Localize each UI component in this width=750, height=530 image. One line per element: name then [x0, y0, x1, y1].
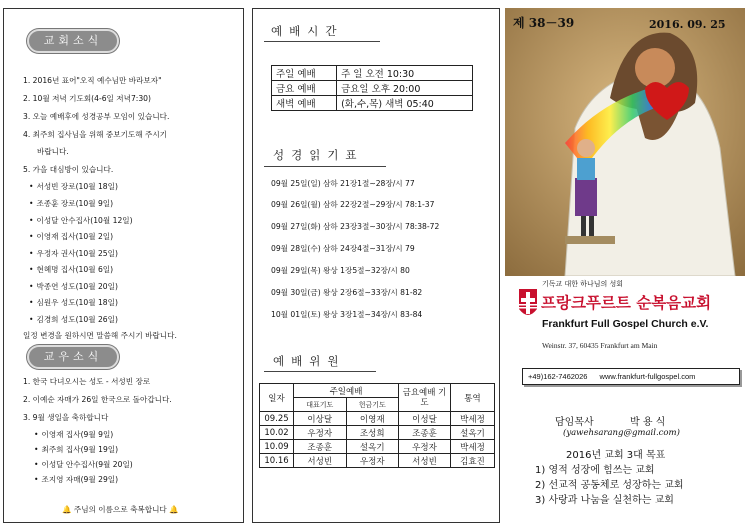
- bible-reading-heading: 성경읽기표: [273, 148, 364, 162]
- reading-row: 09월 25일(일) 삼하 21장1절~28장/시 77: [271, 179, 415, 188]
- table-cell: 서성빈: [294, 454, 347, 468]
- table-cell: 박세정: [451, 412, 495, 426]
- table-cell: 주 일 오전 10:30: [337, 66, 473, 81]
- birthday-item: • 이성달 안수집사(9월 20일): [34, 459, 133, 470]
- table-row: [272, 66, 473, 81]
- visit-item: • 우정자 권사(10월 25일): [29, 248, 118, 259]
- cross-shield-icon: [517, 287, 539, 321]
- column-header: 헌금기도: [346, 398, 399, 412]
- table-cell: 주일 예배: [272, 66, 337, 81]
- column-header: 금요예배 기도: [399, 384, 451, 412]
- pastor-name: 박 용 식: [630, 417, 666, 428]
- table-cell: 새벽 예배: [272, 96, 337, 111]
- table-row: [260, 412, 495, 426]
- table-cell: 조성희: [346, 426, 399, 440]
- church-news-heading: 교회소식: [27, 29, 119, 53]
- table-cell: 10.16: [260, 454, 294, 468]
- jesus-child-heart-illustration: [505, 8, 745, 276]
- tagline: 기독교 대한 하나님의 성회: [542, 280, 624, 288]
- news-item: 2. 10월 저녁 기도회(4-6일 저녁7:30): [23, 94, 151, 103]
- table-cell: 설옥기: [451, 426, 495, 440]
- news-item: 5. 가을 대심방이 있습니다.: [23, 165, 114, 174]
- reading-row: 09월 28일(수) 삼하 24장4절~31장/시 79: [271, 244, 415, 253]
- visit-item: • 현혜명 집사(10월 6일): [29, 264, 113, 275]
- worship-time-heading: 예배시간: [271, 24, 344, 38]
- table-cell: 박세정: [451, 440, 495, 454]
- schedule-panel: [252, 8, 500, 523]
- table-cell: 조종훈: [399, 426, 451, 440]
- table-cell: 10.09: [260, 440, 294, 454]
- visit-item: • 심원우 성도(10월 18일): [29, 297, 118, 308]
- news-item: 4. 최주희 집사님을 위해 중보기도해 주시기: [23, 130, 168, 139]
- table-cell: 서성빈: [399, 454, 451, 468]
- church-goal: 1) 영적 성장에 힘쓰는 교회: [535, 465, 655, 476]
- church-name-english: Frankfurt Full Gospel Church e.V.: [542, 318, 709, 330]
- church-logo: [517, 287, 539, 325]
- worship-committee-table: [259, 383, 495, 468]
- reading-row: 09월 27일(화) 삼하 23장3절~30장/시 78:38-72: [271, 222, 440, 231]
- church-goal: 2) 선교적 공동체로 성장하는 교회: [535, 480, 684, 491]
- table-cell: 조종훈: [294, 440, 347, 454]
- table-cell: 설옥기: [346, 440, 399, 454]
- table-row: [260, 454, 495, 468]
- divider: [264, 166, 386, 167]
- birthday-item: • 이영재 집사(9월 9일): [34, 429, 113, 440]
- table-cell: 금요일 오후 20:00: [337, 81, 473, 96]
- table-cell: 우정자: [399, 440, 451, 454]
- column-header: 통역: [451, 384, 495, 412]
- visit-item: • 김경희 성도(10월 26일): [29, 314, 118, 325]
- visit-item: • 이영재 집사(10월 2일): [29, 231, 113, 242]
- table-row: [260, 440, 495, 454]
- table-cell: 이영재: [346, 412, 399, 426]
- visit-item: • 서성빈 장로(10월 18일): [29, 181, 118, 192]
- news-panel: [3, 8, 244, 523]
- visit-item: • 조종훈 장로(10월 9일): [29, 198, 113, 209]
- bulletin-date: 2016. 09. 25: [649, 18, 726, 31]
- divider: [264, 371, 376, 372]
- news-item: 바랍니다.: [37, 147, 69, 156]
- bell-icon: 🔔: [62, 505, 72, 514]
- blessing-line: [62, 504, 179, 515]
- members-item: 3. 9월 생일을 축하합니다: [23, 413, 109, 422]
- website-link[interactable]: www.frankfurt-fullgospel.com: [599, 372, 696, 381]
- table-row: [272, 96, 473, 111]
- column-header: 일자: [260, 384, 294, 412]
- table-cell: 김효진: [451, 454, 495, 468]
- table-cell: 09.25: [260, 412, 294, 426]
- table-row: [260, 384, 495, 398]
- worship-committee-heading: 예배위원: [273, 354, 346, 368]
- birthday-item: • 최주희 집사(9월 19일): [34, 444, 118, 455]
- visit-item: • 이성달 안수집사(10월 12일): [29, 215, 133, 226]
- birthday-item: • 조지영 자매(9월 29일): [34, 474, 118, 485]
- worship-time-table: [271, 65, 473, 111]
- column-header: 주일예배: [294, 384, 399, 398]
- table-cell: 10.02: [260, 426, 294, 440]
- table-cell: 우정자: [346, 454, 399, 468]
- church-goal: 3) 사랑과 나눔을 실천하는 교회: [535, 495, 674, 506]
- issue-number: 제 38－39: [513, 16, 575, 30]
- divider: [264, 41, 380, 42]
- visit-item: • 박종연 성도(10월 20일): [29, 281, 118, 292]
- pastor-label: 담임목사: [555, 417, 594, 428]
- blessing-text: 주님의 이름으로 축복합니다: [73, 505, 167, 514]
- members-item: 2. 이예순 자매가 26일 한국으로 돌아갑니다.: [23, 395, 172, 404]
- news-item: 3. 오늘 예배후에 성경공부 모임이 있습니다.: [23, 112, 170, 121]
- members-item: 1. 한국 다녀오시는 성도 - 서성빈 장로: [23, 377, 151, 386]
- visit-note: 일정 변경을 원하시면 말씀해 주시기 바랍니다.: [23, 331, 177, 340]
- reading-row: 09월 29일(목) 왕상 1장5절~32장/시 80: [271, 266, 410, 275]
- cover-illustration: [505, 8, 745, 276]
- table-row: [260, 426, 495, 440]
- church-goals-title: 2016년 교회 3대 목표: [566, 450, 666, 461]
- table-cell: (화,수,목) 새벽 05:40: [337, 96, 473, 111]
- church-address: Weinstr. 37, 60435 Frankfurt am Main: [542, 341, 658, 350]
- news-item: 1. 2016년 표어"오직 예수님만 바라보자": [23, 76, 162, 85]
- column-header: 대표기도: [294, 398, 347, 412]
- table-cell: 이상달: [294, 412, 347, 426]
- reading-row: 09월 30일(금) 왕상 2장6절~33장/시 81-82: [271, 288, 423, 297]
- contact-box: [522, 368, 740, 385]
- table-row: [272, 81, 473, 96]
- reading-row: 09월 26일(월) 삼하 22장2절~29장/시 78:1-37: [271, 200, 435, 209]
- church-name-korean: 프랑크푸르트 순복음교회: [541, 294, 712, 312]
- table-cell: 이성달: [399, 412, 451, 426]
- table-cell: 금요 예배: [272, 81, 337, 96]
- reading-row: 10월 01일(토) 왕상 3장1절~34장/시 83-84: [271, 310, 423, 319]
- pastor-email[interactable]: (yawehsarang@gmail.com): [563, 428, 680, 438]
- bell-icon: 🔔: [169, 505, 179, 514]
- table-cell: 우정자: [294, 426, 347, 440]
- phone-number: +49)162-7462026: [528, 372, 588, 381]
- members-news-heading: 교우소식: [27, 345, 119, 369]
